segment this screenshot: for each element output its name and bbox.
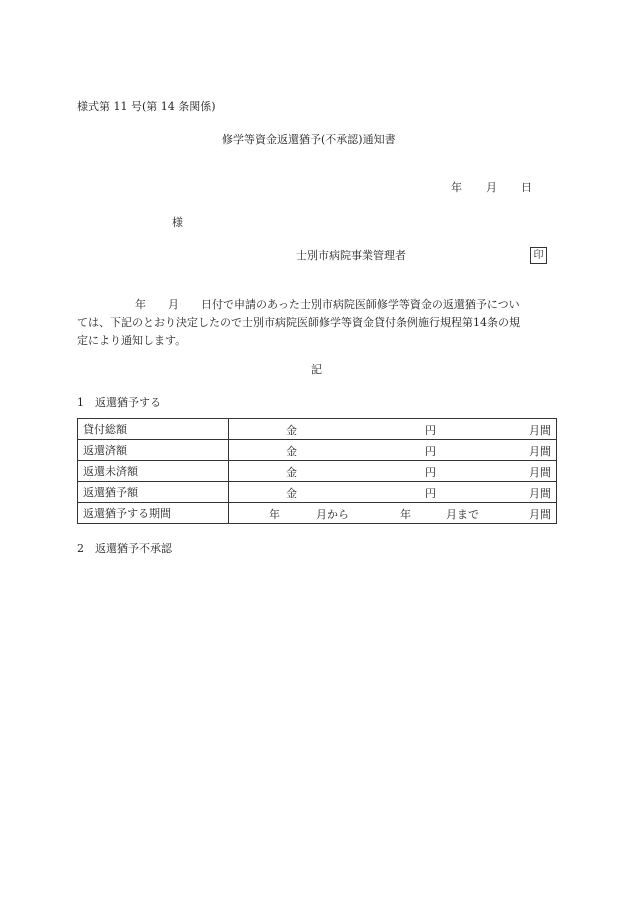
period-year-from-label: 年 bbox=[269, 508, 280, 521]
period-to-label: 月まで bbox=[446, 508, 479, 521]
table-row bbox=[78, 482, 557, 503]
en-label: 円 bbox=[425, 445, 436, 458]
deferment-table bbox=[77, 418, 557, 524]
row-label: 返還猶予額 bbox=[78, 482, 229, 503]
date-year-label: 年 bbox=[451, 181, 462, 194]
months-label: 月間 bbox=[529, 445, 551, 458]
section-2-heading: 2 返還猶予不承認 bbox=[77, 542, 172, 555]
kin-label: 金 bbox=[286, 424, 297, 437]
notice-body-line-3: 定により通知します。 bbox=[77, 334, 187, 347]
table-row bbox=[78, 440, 557, 461]
period-from-label: 月から bbox=[316, 508, 349, 521]
row-value bbox=[229, 503, 557, 524]
issuer-name: 士別市病院事業管理者 bbox=[296, 249, 406, 262]
document-title: 修学等資金返還猶予(不承認)通知書 bbox=[222, 133, 396, 146]
row-label: 返還猶予する期間 bbox=[78, 503, 229, 524]
kin-label: 金 bbox=[286, 445, 297, 458]
months-label: 月間 bbox=[529, 466, 551, 479]
table-row bbox=[78, 419, 557, 440]
ki-heading: 記 bbox=[311, 363, 322, 376]
date-day-label: 日 bbox=[521, 181, 532, 194]
en-label: 円 bbox=[425, 466, 436, 479]
notice-body-line-1: 年 月 日付で申請のあった士別市病院医師修学等資金の返還猶予につい bbox=[135, 298, 520, 311]
notice-body bbox=[77, 296, 562, 350]
period-year-to-label: 年 bbox=[400, 508, 411, 521]
row-label: 貸付総額 bbox=[78, 419, 229, 440]
kin-label: 金 bbox=[286, 487, 297, 500]
notice-body-line-2: ては、下記のとおり決定したので士別市病院医師修学等資金貸付条例施行規程第14条の規 bbox=[77, 316, 520, 329]
date-month-label: 月 bbox=[486, 181, 497, 194]
seal-mark: 印 bbox=[530, 247, 547, 264]
table-row bbox=[78, 461, 557, 482]
addressee-suffix: 様 bbox=[172, 216, 183, 229]
row-value bbox=[229, 461, 557, 482]
months-label: 月間 bbox=[529, 424, 551, 437]
section-1-heading: 1 返還猶予する bbox=[77, 396, 161, 409]
row-value bbox=[229, 440, 557, 461]
row-label: 返還未済額 bbox=[78, 461, 229, 482]
en-label: 円 bbox=[425, 424, 436, 437]
row-value bbox=[229, 482, 557, 503]
form-reference: 様式第 11 号(第 14 条関係) bbox=[77, 100, 216, 113]
en-label: 円 bbox=[425, 487, 436, 500]
row-label: 返還済額 bbox=[78, 440, 229, 461]
kin-label: 金 bbox=[286, 466, 297, 479]
months-label: 月間 bbox=[529, 508, 551, 521]
months-label: 月間 bbox=[529, 487, 551, 500]
table-row bbox=[78, 503, 557, 524]
row-value bbox=[229, 419, 557, 440]
